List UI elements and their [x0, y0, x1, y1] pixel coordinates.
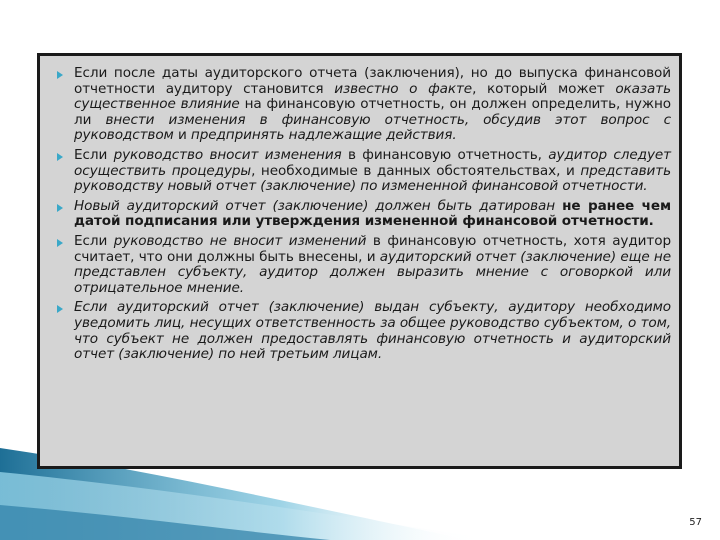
text-run: и [173, 127, 191, 144]
bullet-list [52, 66, 671, 367]
text-run: руководство вносит изменения [113, 146, 342, 163]
text-run: Если после даты аудиторского отчета (заключения), но до выпуска финансовой отчетности аудитору становится [74, 65, 671, 97]
text-run: оказать существенное влияние [74, 80, 671, 113]
bullet-item [52, 148, 671, 195]
bullet-item [52, 300, 671, 362]
bullet-arrow-icon [57, 239, 63, 247]
bullet-arrow-icon [57, 305, 63, 313]
bullet-text [74, 199, 671, 230]
text-run: Новый аудиторский отчет (заключение) должен быть датирован [74, 197, 556, 214]
text-run: , необходимые в данных обстоятельствах, и [251, 162, 581, 179]
bullet-item [52, 234, 671, 296]
text-run: Если [74, 232, 114, 249]
page-number: 57 [689, 517, 702, 528]
text-run: внести изменения в финансовую отчетность, обсудив этот вопрос с руководством [74, 111, 672, 144]
bullet-text [74, 148, 671, 195]
text-run: аудитор следует осуществить процедуры [74, 146, 671, 179]
bullet-arrow-icon [57, 71, 63, 79]
bullet-arrow-icon [57, 204, 63, 212]
bullet-text [74, 300, 671, 362]
text-run: руководство не вносит изменений [113, 232, 367, 249]
text-run: на финансовую отчетность, он должен определить, нужно ли [74, 96, 671, 128]
text-run: предпринять надлежащие действия. [190, 127, 457, 144]
text-run: Если аудиторский отчет (заключение) выдан субъекту, аудитору необходимо уведомить лиц, несущих ответственность за общее руководство субъектом, о том, что субъект не должен предоставлять финансовую отчетность и аудиторский отчет (заключение) по ней третьим лицам. [74, 299, 671, 363]
text-run: в финансовую отчетность, [341, 146, 549, 163]
bullet-text [74, 66, 671, 144]
content-box [37, 53, 682, 469]
bullet-item [52, 66, 671, 144]
text-run: известно о факте [334, 80, 473, 97]
text-run: Если [74, 146, 114, 163]
bullet-text [74, 234, 671, 296]
bullet-arrow-icon [57, 153, 63, 161]
text-run: в финансовую отчетность, хотя аудитор считает, что они должны быть внесены, и [74, 232, 671, 265]
text-run: представить руководству новый отчет (заключение) по измененной финансовой отчетности. [74, 162, 671, 195]
text-run: не ранее чем датой подписания или утверждения измененной финансовой отчетности. [74, 197, 671, 230]
bullet-item [52, 199, 671, 230]
text-run: , который может [472, 80, 616, 97]
text-run: аудиторский отчет (заключение) еще не представлен субъекту, аудитор должен выразить мнение с оговоркой или отрицательное мнение. [74, 248, 671, 296]
